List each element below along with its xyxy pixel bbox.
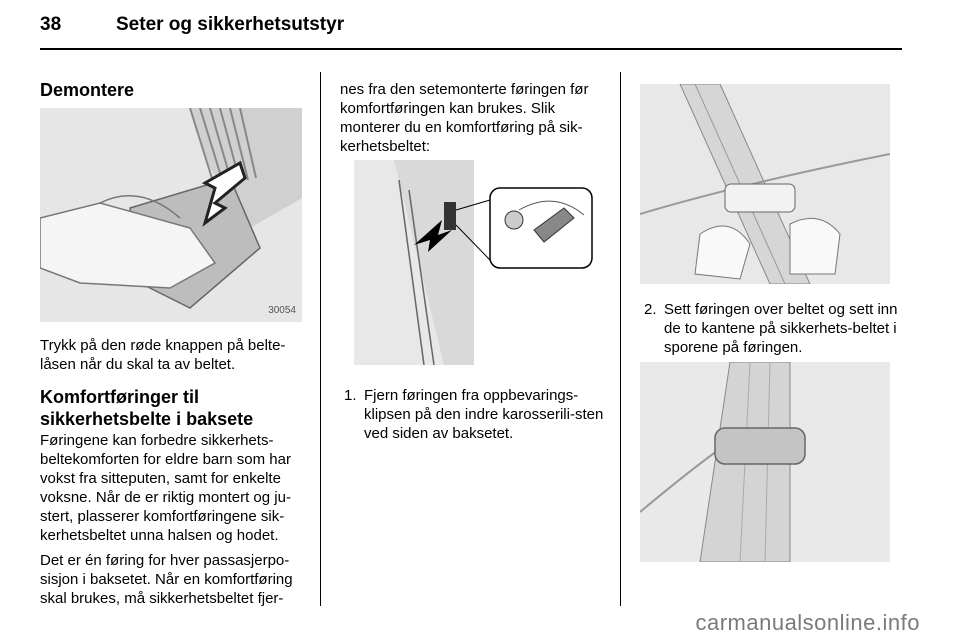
- step-1-text: Fjern føringen fra oppbevarings-klipsen på den indre karosserili-sten ved siden av baksetet.: [364, 387, 604, 442]
- step-2-text: Sett føringen over beltet og sett inn de to kantene på sikkerhets-beltet i sporene på føringen.: [664, 301, 898, 356]
- paragraph-unbuckle: Trykk på den røde knappen på belte-låsen når du skal ta av beltet.: [40, 337, 286, 373]
- column-divider-2: [620, 72, 621, 606]
- figure-code: 30054: [268, 305, 296, 316]
- page-number: 38: [40, 14, 62, 35]
- figure-storage-clip: [354, 160, 596, 365]
- watermark: carmanualsonline.info: [695, 610, 920, 635]
- paragraph-remove-guide: nes fra den setemonterte føringen før komfortføringen kan brukes. Slik monterer du en komfortføring på sik-kerhetsbeltet:: [340, 81, 589, 155]
- step-2-number: 2.: [644, 301, 657, 318]
- paragraph-comfort-guides: Føringene kan forbedre sikkerhets-beltekomforten for eldre barn som har vokst fra sitteputen, samt for enkelte voksne. Når de er riktig montert og ju-stert, plasserer komfortføringene sik-kerhetsbeltet unna halsen og hodet. Det er én føring for hver passasjerpo-sisjon i baksetet. Når en komfortføring skal brukes, må sikkerhetsbeltet fjer-: [40, 432, 293, 607]
- figure-guide-over-belt: [640, 84, 890, 284]
- step-1-number: 1.: [344, 387, 357, 404]
- header-rule: [40, 48, 902, 50]
- step-1: [344, 386, 606, 443]
- figure-guide-installed: [640, 362, 890, 562]
- section-heading-comfort-guides: Komfortføringer til sikkerhetsbelte i baksete: [40, 387, 254, 429]
- figure-buckle-release: [40, 108, 302, 322]
- column-divider-1: [320, 72, 321, 606]
- step-2: [644, 300, 906, 357]
- page-title: Seter og sikkerhetsutstyr: [116, 14, 345, 35]
- section-heading-demontere: Demontere: [40, 80, 135, 100]
